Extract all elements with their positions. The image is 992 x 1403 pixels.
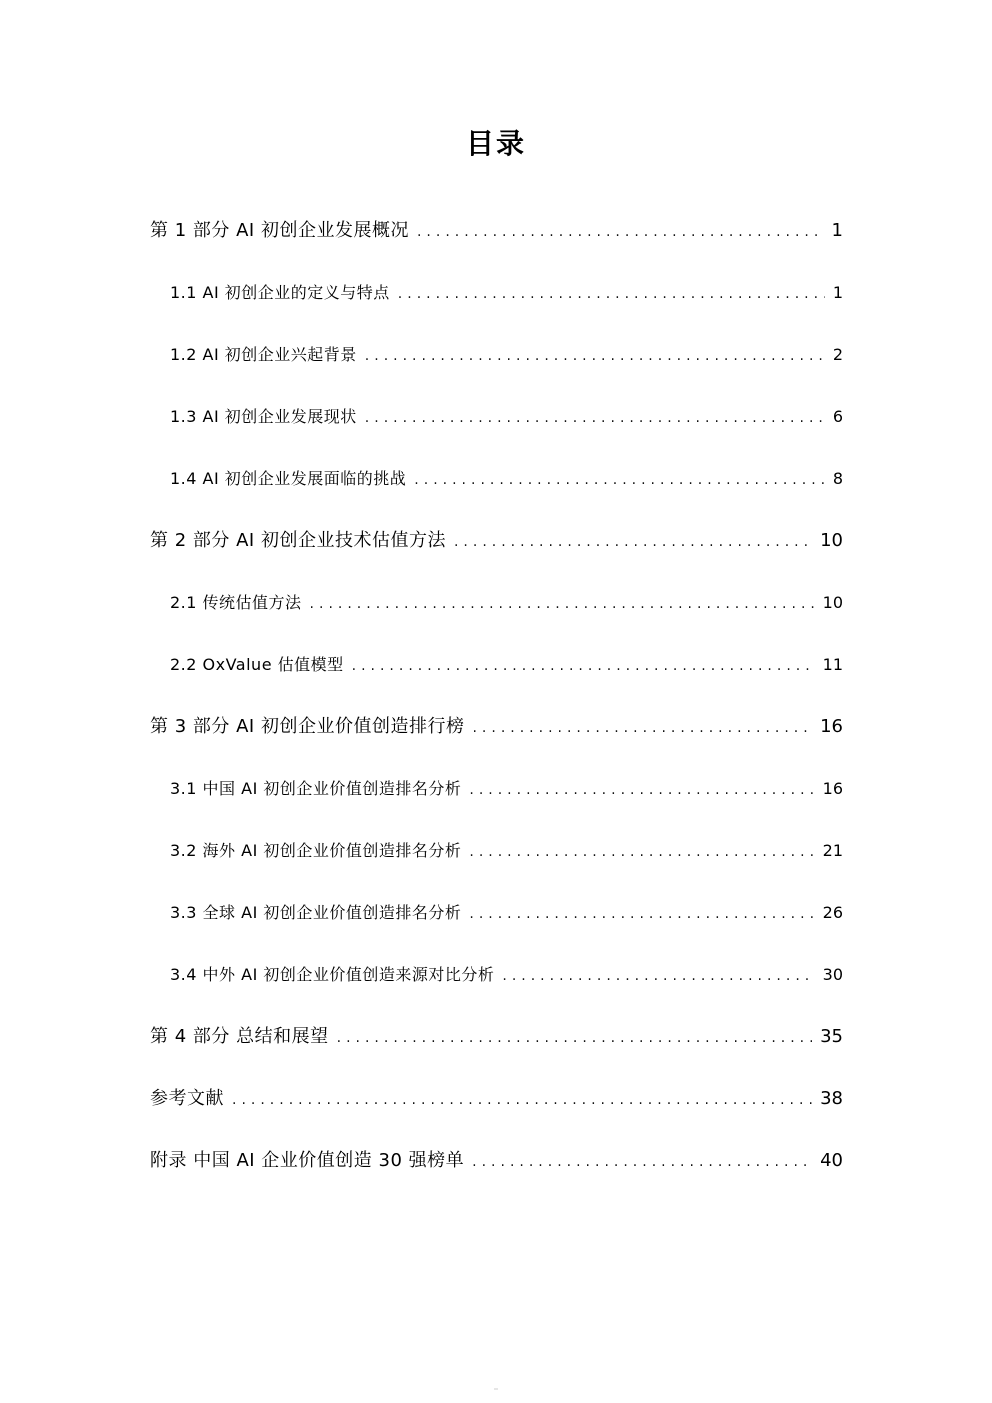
toc-entry-label: 1.1 AI 初创企业的定义与特点 <box>170 283 390 302</box>
toc-entry-label: 参考文献 <box>150 1088 224 1109</box>
toc-entry-1-2[interactable] <box>150 324 843 386</box>
dot-leader <box>417 201 824 263</box>
toc-entry-page: 30 <box>822 965 843 984</box>
toc-entry-references[interactable] <box>150 1068 843 1130</box>
dot-leader <box>352 635 815 697</box>
toc-entry-page: 10 <box>820 530 843 551</box>
toc-entry-label: 2.1 传统估值方法 <box>170 593 302 612</box>
toc-entry-part-3[interactable] <box>150 696 843 758</box>
toc-entry-part-1[interactable] <box>150 200 843 262</box>
toc-entry-page: 26 <box>822 903 843 922</box>
toc-entry-label: 1.4 AI 初创企业发展面临的挑战 <box>170 469 407 488</box>
toc-entry-page: 6 <box>832 407 843 426</box>
dot-leader <box>469 759 814 821</box>
toc-entry-label: 第 2 部分 AI 初创企业技术估值方法 <box>150 530 446 551</box>
toc-entry-label: 1.3 AI 初创企业发展现状 <box>170 407 357 426</box>
dot-leader <box>502 945 814 1007</box>
toc-entry-page: 1 <box>831 220 843 241</box>
toc-entry-label: 3.3 全球 AI 初创企业价值创造排名分析 <box>170 903 462 922</box>
toc-entry-page: 35 <box>820 1026 843 1047</box>
toc-entry-label: 3.2 海外 AI 初创企业价值创造排名分析 <box>170 841 462 860</box>
toc-entry-page: 16 <box>822 779 843 798</box>
toc-entry-page: 40 <box>820 1150 843 1171</box>
toc-entry-1-3[interactable] <box>150 386 843 448</box>
toc-entry-label: 第 1 部分 AI 初创企业发展概况 <box>150 220 409 241</box>
toc-entry-page: 10 <box>822 593 843 612</box>
toc-entry-page: 11 <box>822 655 843 674</box>
toc-entry-page: 2 <box>832 345 843 364</box>
toc-entry-page: 38 <box>820 1088 843 1109</box>
toc-entry-page: 1 <box>832 283 843 302</box>
toc-entry-label: 3.4 中外 AI 初创企业价值创造来源对比分析 <box>170 965 495 984</box>
dot-leader <box>472 697 812 759</box>
toc-entry-2-1[interactable] <box>150 572 843 634</box>
toc-entry-appendix[interactable] <box>150 1130 843 1192</box>
toc-entry-label: 第 4 部分 总结和展望 <box>150 1026 329 1047</box>
table-of-contents <box>150 200 843 1192</box>
dot-leader <box>472 1131 812 1193</box>
toc-entry-3-2[interactable] <box>150 820 843 882</box>
toc-entry-part-4[interactable] <box>150 1006 843 1068</box>
dot-leader <box>310 573 815 635</box>
toc-entry-label: 3.1 中国 AI 初创企业价值创造排名分析 <box>170 779 462 798</box>
toc-entry-2-2[interactable] <box>150 634 843 696</box>
toc-entry-page: 16 <box>820 716 843 737</box>
dot-leader <box>414 449 825 511</box>
toc-entry-label: 附录 中国 AI 企业价值创造 30 强榜单 <box>150 1150 465 1171</box>
toc-entry-3-3[interactable] <box>150 882 843 944</box>
dot-leader <box>232 1069 812 1131</box>
toc-entry-3-1[interactable] <box>150 758 843 820</box>
dot-leader <box>365 325 825 387</box>
dot-leader <box>365 387 825 449</box>
toc-entry-label: 2.2 OxValue 估值模型 <box>170 655 344 674</box>
dot-leader <box>469 821 814 883</box>
toc-entry-page: 8 <box>832 469 843 488</box>
toc-entry-label: 1.2 AI 初创企业兴起背景 <box>170 345 357 364</box>
dot-leader <box>337 1007 812 1069</box>
toc-entry-part-2[interactable] <box>150 510 843 572</box>
toc-entry-1-4[interactable] <box>150 448 843 510</box>
footer-mark <box>494 1388 498 1390</box>
page-title: 目录 <box>465 127 526 160</box>
toc-entry-label: 第 3 部分 AI 初创企业价值创造排行榜 <box>150 716 465 737</box>
dot-leader <box>454 511 812 573</box>
toc-entry-3-4[interactable] <box>150 944 843 1006</box>
toc-entry-1-1[interactable] <box>150 262 843 324</box>
toc-entry-page: 21 <box>822 841 843 860</box>
dot-leader <box>398 263 825 325</box>
dot-leader <box>469 883 814 945</box>
